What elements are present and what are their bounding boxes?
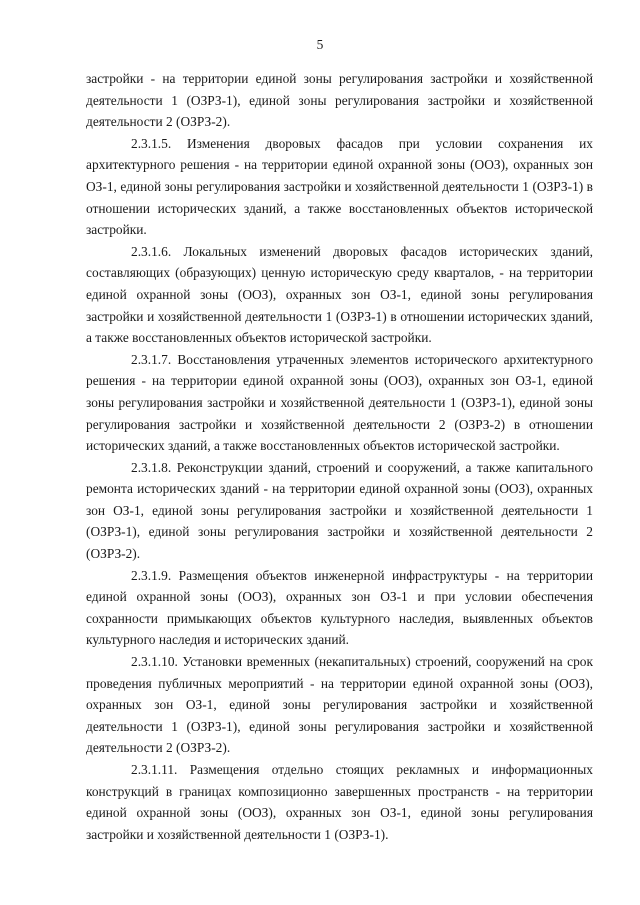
- paragraph-2-3-1-8: 2.3.1.8. Реконструкции зданий, строений и сооружений, а также капитального ремонта исторических зданий - на территории единой охранной зоны (ООЗ), охранных зон ОЗ-1, единой зоны регулирования застройки и хозяйственной деятельности 1 (ОЗРЗ-1), единой зоны регулирования застройки и хозяйственной деятельности 2 (ОЗРЗ-2).: [86, 459, 593, 562]
- paragraph-2-3-1-10: 2.3.1.10. Установки временных (некапитальных) строений, сооружений на срок проведения публичных мероприятий - на территории единой охранной зоны (ООЗ), охранных зон ОЗ-1, единой зоны регулирования застройки и хозяйственной деятельности 1 (ОЗРЗ-1), единой зоны регулирования застройки и хозяйственной деятельности 2 (ОЗРЗ-2).: [86, 654, 593, 756]
- document-body: [86, 68, 593, 845]
- page-number: 5: [316, 37, 324, 52]
- paragraph-2-3-1-7: 2.3.1.7. Восстановления утраченных элементов исторического архитектурного решения - на территории единой охранной зоны (ООЗ), охранных зон ОЗ-1, единой зоны регулирования застройки и хозяйственной деятельности 1 (ОЗРЗ-1), единой зоны регулирования застройки и хозяйственной деятельности 2 (ОЗРЗ-2) в отношении исторических зданий, а также восстановленных объектов исторической застройки.: [86, 351, 593, 454]
- paragraph-continuation: застройки - на территории единой зоны регулирования застройки и хозяйственной деятельности 1 (ОЗРЗ-1), единой зоны регулирования застройки и хозяйственной деятельности 2 (ОЗРЗ-2).: [86, 71, 593, 130]
- paragraph-2-3-1-6: 2.3.1.6. Локальных изменений дворовых фасадов исторических зданий, составляющих (образующих) ценную историческую среду кварталов, - на территории единой охранной зоны (ООЗ), охранных зон ОЗ-1, единой зоны регулирования застройки и хозяйственной деятельности 1 (ОЗРЗ-1) в отношении исторических зданий, а также восстановленных объектов исторической застройки.: [86, 243, 593, 346]
- paragraph-2-3-1-9: 2.3.1.9. Размещения объектов инженерной инфраструктуры - на территории единой охранной зоны (ООЗ), охранных зон ОЗ-1 и при условии обеспечения сохранности примыкающих объектов культурного наследия, выявленных объектов культурного наследия и исторических зданий.: [86, 567, 593, 648]
- paragraph-2-3-1-11: 2.3.1.11. Размещения отдельно стоящих рекламных и информационных конструкций в границах композиционно завершенных пространств - на территории единой охранной зоны (ООЗ), охранных зон ОЗ-1, единой зоны регулирования застройки и хозяйственной деятельности 1 (ОЗРЗ-1).: [86, 762, 593, 842]
- paragraph-2-3-1-5: 2.3.1.5. Изменения дворовых фасадов при условии сохранения их архитектурного решения - на территории единой охранной зоны (ООЗ), охранных зон ОЗ-1, единой зоны регулирования застройки и хозяйственной деятельности 1 (ОЗРЗ-1) в отношении исторических зданий, а также восстановленных объектов исторической застройки.: [86, 135, 593, 238]
